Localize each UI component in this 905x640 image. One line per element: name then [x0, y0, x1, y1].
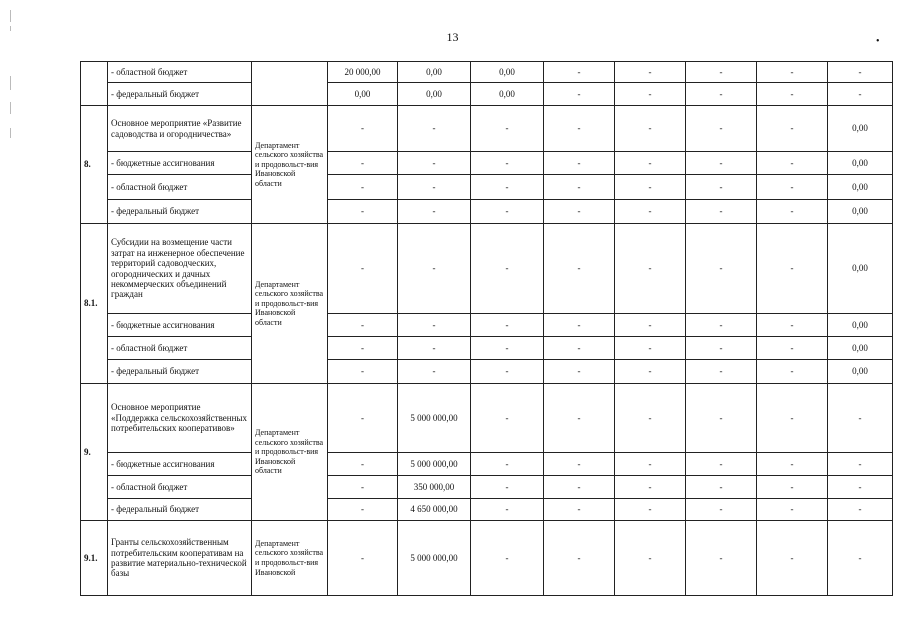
value-cell: 0,00 [828, 106, 893, 152]
value-cell: - [544, 314, 615, 337]
description-cell: Основное мероприятие «Поддержка сельскохозяйственных потребительских кооперативов» [108, 384, 252, 453]
value-cell: - [544, 175, 615, 200]
value-cell: - [398, 152, 471, 175]
value-cell: - [686, 499, 757, 521]
description-cell: Субсидии на возмещение части затрат на инженерное обеспечение территорий садоводческих, огороднических и дачных некоммерческих объединений граждан [108, 224, 252, 314]
value-cell: 0,00 [328, 83, 398, 106]
value-cell: - [471, 384, 544, 453]
description-cell: - бюджетные ассигнования [108, 152, 252, 175]
value-cell: - [398, 314, 471, 337]
description-cell: - бюджетные ассигнования [108, 314, 252, 337]
value-cell: - [686, 152, 757, 175]
value-cell: - [328, 384, 398, 453]
value-cell: - [828, 62, 893, 83]
value-cell: - [328, 360, 398, 384]
value-cell: - [686, 224, 757, 314]
value-cell: - [615, 521, 686, 596]
value-cell: - [757, 476, 828, 499]
value-cell: - [471, 360, 544, 384]
value-cell: - [615, 499, 686, 521]
description-cell: - областной бюджет [108, 476, 252, 499]
value-cell: 5 000 000,00 [398, 521, 471, 596]
value-cell: - [615, 83, 686, 106]
value-cell: - [615, 360, 686, 384]
value-cell: - [686, 314, 757, 337]
value-cell: - [686, 476, 757, 499]
value-cell: - [328, 175, 398, 200]
value-cell: - [544, 337, 615, 360]
value-cell: 4 650 000,00 [398, 499, 471, 521]
value-cell: - [686, 360, 757, 384]
value-cell: - [471, 499, 544, 521]
value-cell: - [544, 200, 615, 224]
value-cell: - [757, 200, 828, 224]
value-cell: - [615, 314, 686, 337]
value-cell: 0,00 [828, 175, 893, 200]
department-cell: Департамент сельского хозяйства и продовольст-вия Ивановской области [252, 384, 328, 521]
value-cell: - [757, 106, 828, 152]
table-row [81, 314, 893, 337]
value-cell: - [828, 83, 893, 106]
value-cell: - [328, 224, 398, 314]
value-cell: 0,00 [828, 152, 893, 175]
description-cell: - областной бюджет [108, 337, 252, 360]
value-cell: 0,00 [471, 83, 544, 106]
value-cell: - [615, 62, 686, 83]
table-row [81, 200, 893, 224]
value-cell: - [757, 360, 828, 384]
value-cell: - [471, 314, 544, 337]
value-cell: - [471, 476, 544, 499]
description-cell: - федеральный бюджет [108, 83, 252, 106]
row-number-cell [81, 62, 108, 106]
value-cell: - [686, 384, 757, 453]
table-row [81, 476, 893, 499]
row-number-cell: 9. [81, 384, 108, 521]
value-cell: - [615, 453, 686, 476]
row-number-cell: 8.1. [81, 224, 108, 384]
value-cell: - [686, 337, 757, 360]
value-cell: - [328, 152, 398, 175]
description-cell: - федеральный бюджет [108, 499, 252, 521]
value-cell: - [615, 200, 686, 224]
department-cell: Департамент сельского хозяйства и продовольст-вия Ивановской [252, 521, 328, 596]
value-cell: - [828, 384, 893, 453]
value-cell: - [757, 152, 828, 175]
value-cell: - [398, 175, 471, 200]
value-cell: - [471, 337, 544, 360]
table-row [81, 499, 893, 521]
value-cell: - [544, 499, 615, 521]
value-cell: - [615, 476, 686, 499]
value-cell: - [615, 106, 686, 152]
value-cell: 20 000,00 [328, 62, 398, 83]
value-cell: - [328, 314, 398, 337]
value-cell: - [615, 224, 686, 314]
table-body [81, 62, 893, 596]
value-cell: - [686, 175, 757, 200]
value-cell: 5 000 000,00 [398, 453, 471, 476]
description-cell: - областной бюджет [108, 175, 252, 200]
description-cell: - бюджетные ассигнования [108, 453, 252, 476]
value-cell: - [686, 83, 757, 106]
value-cell: - [828, 476, 893, 499]
row-number-cell: 8. [81, 106, 108, 224]
value-cell: - [615, 152, 686, 175]
value-cell: 0,00 [398, 62, 471, 83]
value-cell: - [471, 106, 544, 152]
value-cell: - [328, 337, 398, 360]
value-cell: - [757, 337, 828, 360]
value-cell: - [757, 175, 828, 200]
value-cell: - [615, 337, 686, 360]
description-cell: Основное мероприятие «Развитие садоводства и огородничества» [108, 106, 252, 152]
value-cell: - [828, 499, 893, 521]
value-cell: 350 000,00 [398, 476, 471, 499]
value-cell: - [757, 384, 828, 453]
value-cell: - [757, 83, 828, 106]
value-cell: - [544, 360, 615, 384]
table-row [81, 384, 893, 453]
value-cell: - [398, 224, 471, 314]
value-cell: 0,00 [471, 62, 544, 83]
value-cell: - [471, 152, 544, 175]
value-cell: 0,00 [828, 200, 893, 224]
value-cell: 0,00 [828, 337, 893, 360]
value-cell: - [328, 200, 398, 224]
value-cell: - [471, 521, 544, 596]
value-cell: - [686, 200, 757, 224]
value-cell: - [398, 200, 471, 224]
scan-artifact-marks [8, 10, 14, 140]
value-cell: - [686, 521, 757, 596]
corner-mark: • [876, 36, 880, 47]
budget-table [80, 61, 893, 596]
table-row [81, 521, 893, 596]
description-cell: - федеральный бюджет [108, 200, 252, 224]
value-cell: - [686, 453, 757, 476]
value-cell: 5 000 000,00 [398, 384, 471, 453]
value-cell: - [544, 106, 615, 152]
value-cell: - [828, 453, 893, 476]
value-cell: - [544, 521, 615, 596]
description-cell: - областной бюджет [108, 62, 252, 83]
value-cell: 0,00 [828, 360, 893, 384]
table-row [81, 175, 893, 200]
value-cell: - [544, 453, 615, 476]
table-row [81, 337, 893, 360]
value-cell: - [757, 453, 828, 476]
value-cell: - [398, 106, 471, 152]
value-cell: - [757, 521, 828, 596]
table-row [81, 62, 893, 83]
table-row [81, 453, 893, 476]
department-cell: Департамент сельского хозяйства и продовольст-вия Ивановской области [252, 106, 328, 224]
table-row [81, 83, 893, 106]
page-number: 13 [446, 30, 459, 44]
value-cell: - [471, 175, 544, 200]
value-cell: - [398, 360, 471, 384]
value-cell: - [615, 384, 686, 453]
value-cell: - [686, 106, 757, 152]
value-cell: - [686, 62, 757, 83]
description-cell: Гранты сельскохозяйственным потребительским кооперативам на развитие материально-технической базы [108, 521, 252, 596]
value-cell: - [757, 62, 828, 83]
value-cell: - [471, 453, 544, 476]
value-cell: - [328, 453, 398, 476]
value-cell: - [828, 521, 893, 596]
value-cell: - [328, 106, 398, 152]
value-cell: - [544, 224, 615, 314]
table-row [81, 106, 893, 152]
value-cell: - [757, 499, 828, 521]
department-cell: Департамент сельского хозяйства и продовольст-вия Ивановской области [252, 224, 328, 384]
table-row [81, 152, 893, 175]
value-cell: - [471, 200, 544, 224]
description-cell: - федеральный бюджет [108, 360, 252, 384]
value-cell: - [328, 521, 398, 596]
value-cell: - [757, 314, 828, 337]
value-cell: - [757, 224, 828, 314]
value-cell: 0,00 [828, 314, 893, 337]
value-cell: - [544, 83, 615, 106]
department-cell [252, 62, 328, 106]
value-cell: - [544, 62, 615, 83]
value-cell: - [615, 175, 686, 200]
value-cell: 0,00 [398, 83, 471, 106]
value-cell: - [544, 476, 615, 499]
value-cell: - [328, 499, 398, 521]
value-cell: 0,00 [828, 224, 893, 314]
value-cell: - [471, 224, 544, 314]
table-row [81, 224, 893, 314]
table-row [81, 360, 893, 384]
value-cell: - [328, 476, 398, 499]
value-cell: - [544, 152, 615, 175]
value-cell: - [398, 337, 471, 360]
row-number-cell: 9.1. [81, 521, 108, 596]
value-cell: - [544, 384, 615, 453]
